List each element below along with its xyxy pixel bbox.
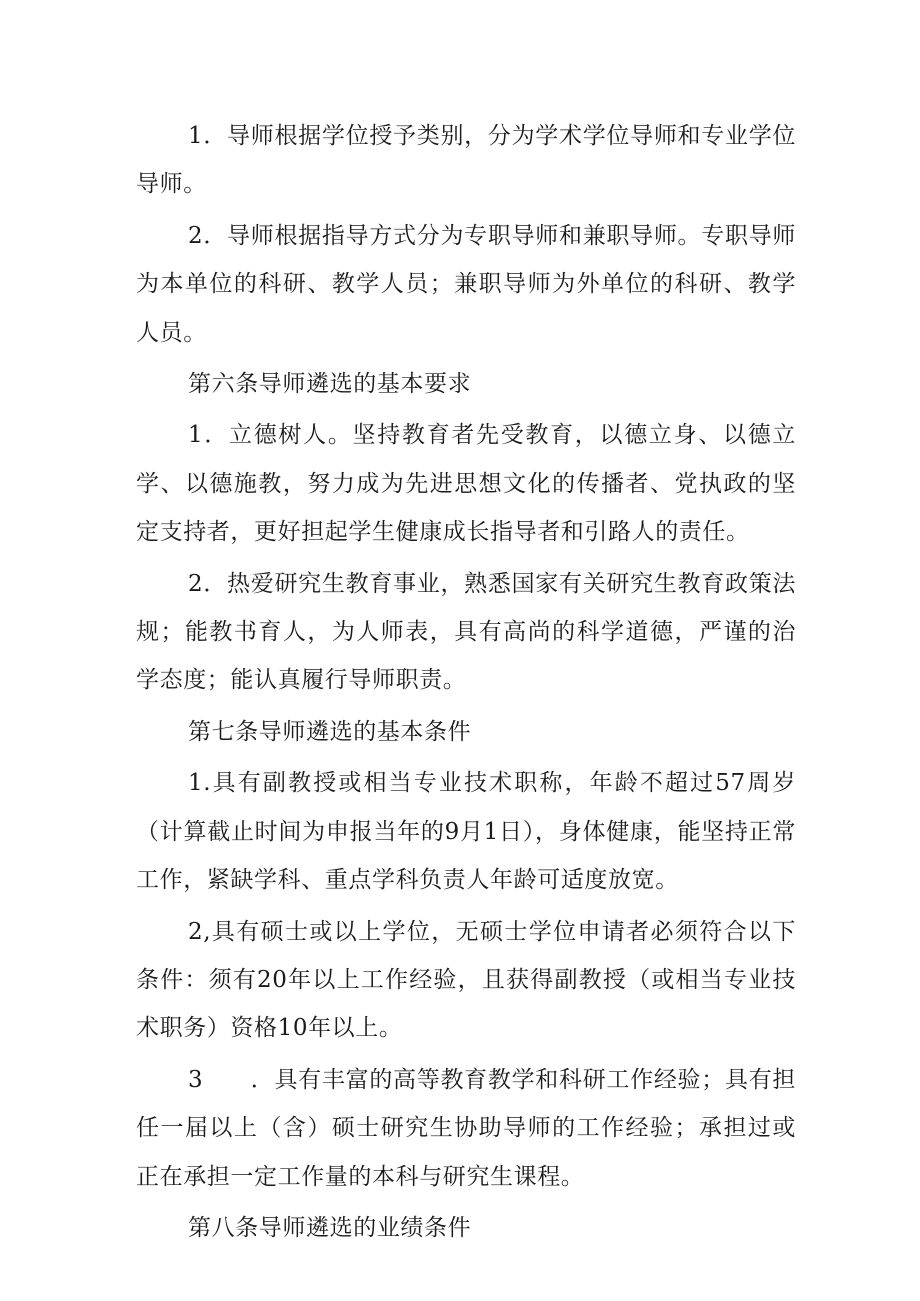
paragraph-dedication: 2．热爱研究生教育事业，熟悉国家有关研究生教育政策法规；能教书育人，为人师表，具有高尚的科学道德，严谨的治学态度；能认真履行导师职责。 <box>136 570 796 694</box>
article-6-heading: 第六条导师遴选的基本要求 <box>188 371 472 398</box>
paragraph-title-and-age: 1.具有副教授或相当专业技术职称，年龄不超过57周岁（计算截止时间为申报当年的9月1日），身体健康，能坚持正常工作，紧缺学科、重点学科负责人年龄可适度放宽。 <box>136 770 796 894</box>
paragraph-moral-education: 1．立德树人。坚持教育者先受教育，以德立身、以德立学、以德施教，努力成为先进思想文化的传播者、党执政的坚定支持者，更好担起学生健康成长指导者和引路人的责任。 <box>136 422 796 546</box>
article-7-heading: 第七条导师遴选的基本条件 <box>188 718 472 745</box>
paragraph-supervisor-types-mode: 2．导师根据指导方式分为专职导师和兼职导师。专职导师为本单位的科研、教学人员；兼职导师为外单位的科研、教学人员。 <box>136 222 796 346</box>
paragraph-degree-requirement: 2,具有硕士或以上学位，无硕士学位申请者必须符合以下条件：须有20年以上工作经验，且获得副教授（或相当专业技术职务）资格10年以上。 <box>136 918 796 1042</box>
paragraph-experience-requirement: 3 ．具有丰富的高等教育教学和科研工作经验；具有担任一届以上（含）硕士研究生协助导师的工作经验；承担过或正在承担一定工作量的本科与研究生课程。 <box>136 1066 796 1190</box>
article-8-heading: 第八条导师遴选的业绩条件 <box>188 1214 472 1241</box>
paragraph-supervisor-types-degree: 1．导师根据学位授予类别，分为学术学位导师和专业学位导师。 <box>136 123 796 198</box>
document-body <box>136 112 796 1255</box>
